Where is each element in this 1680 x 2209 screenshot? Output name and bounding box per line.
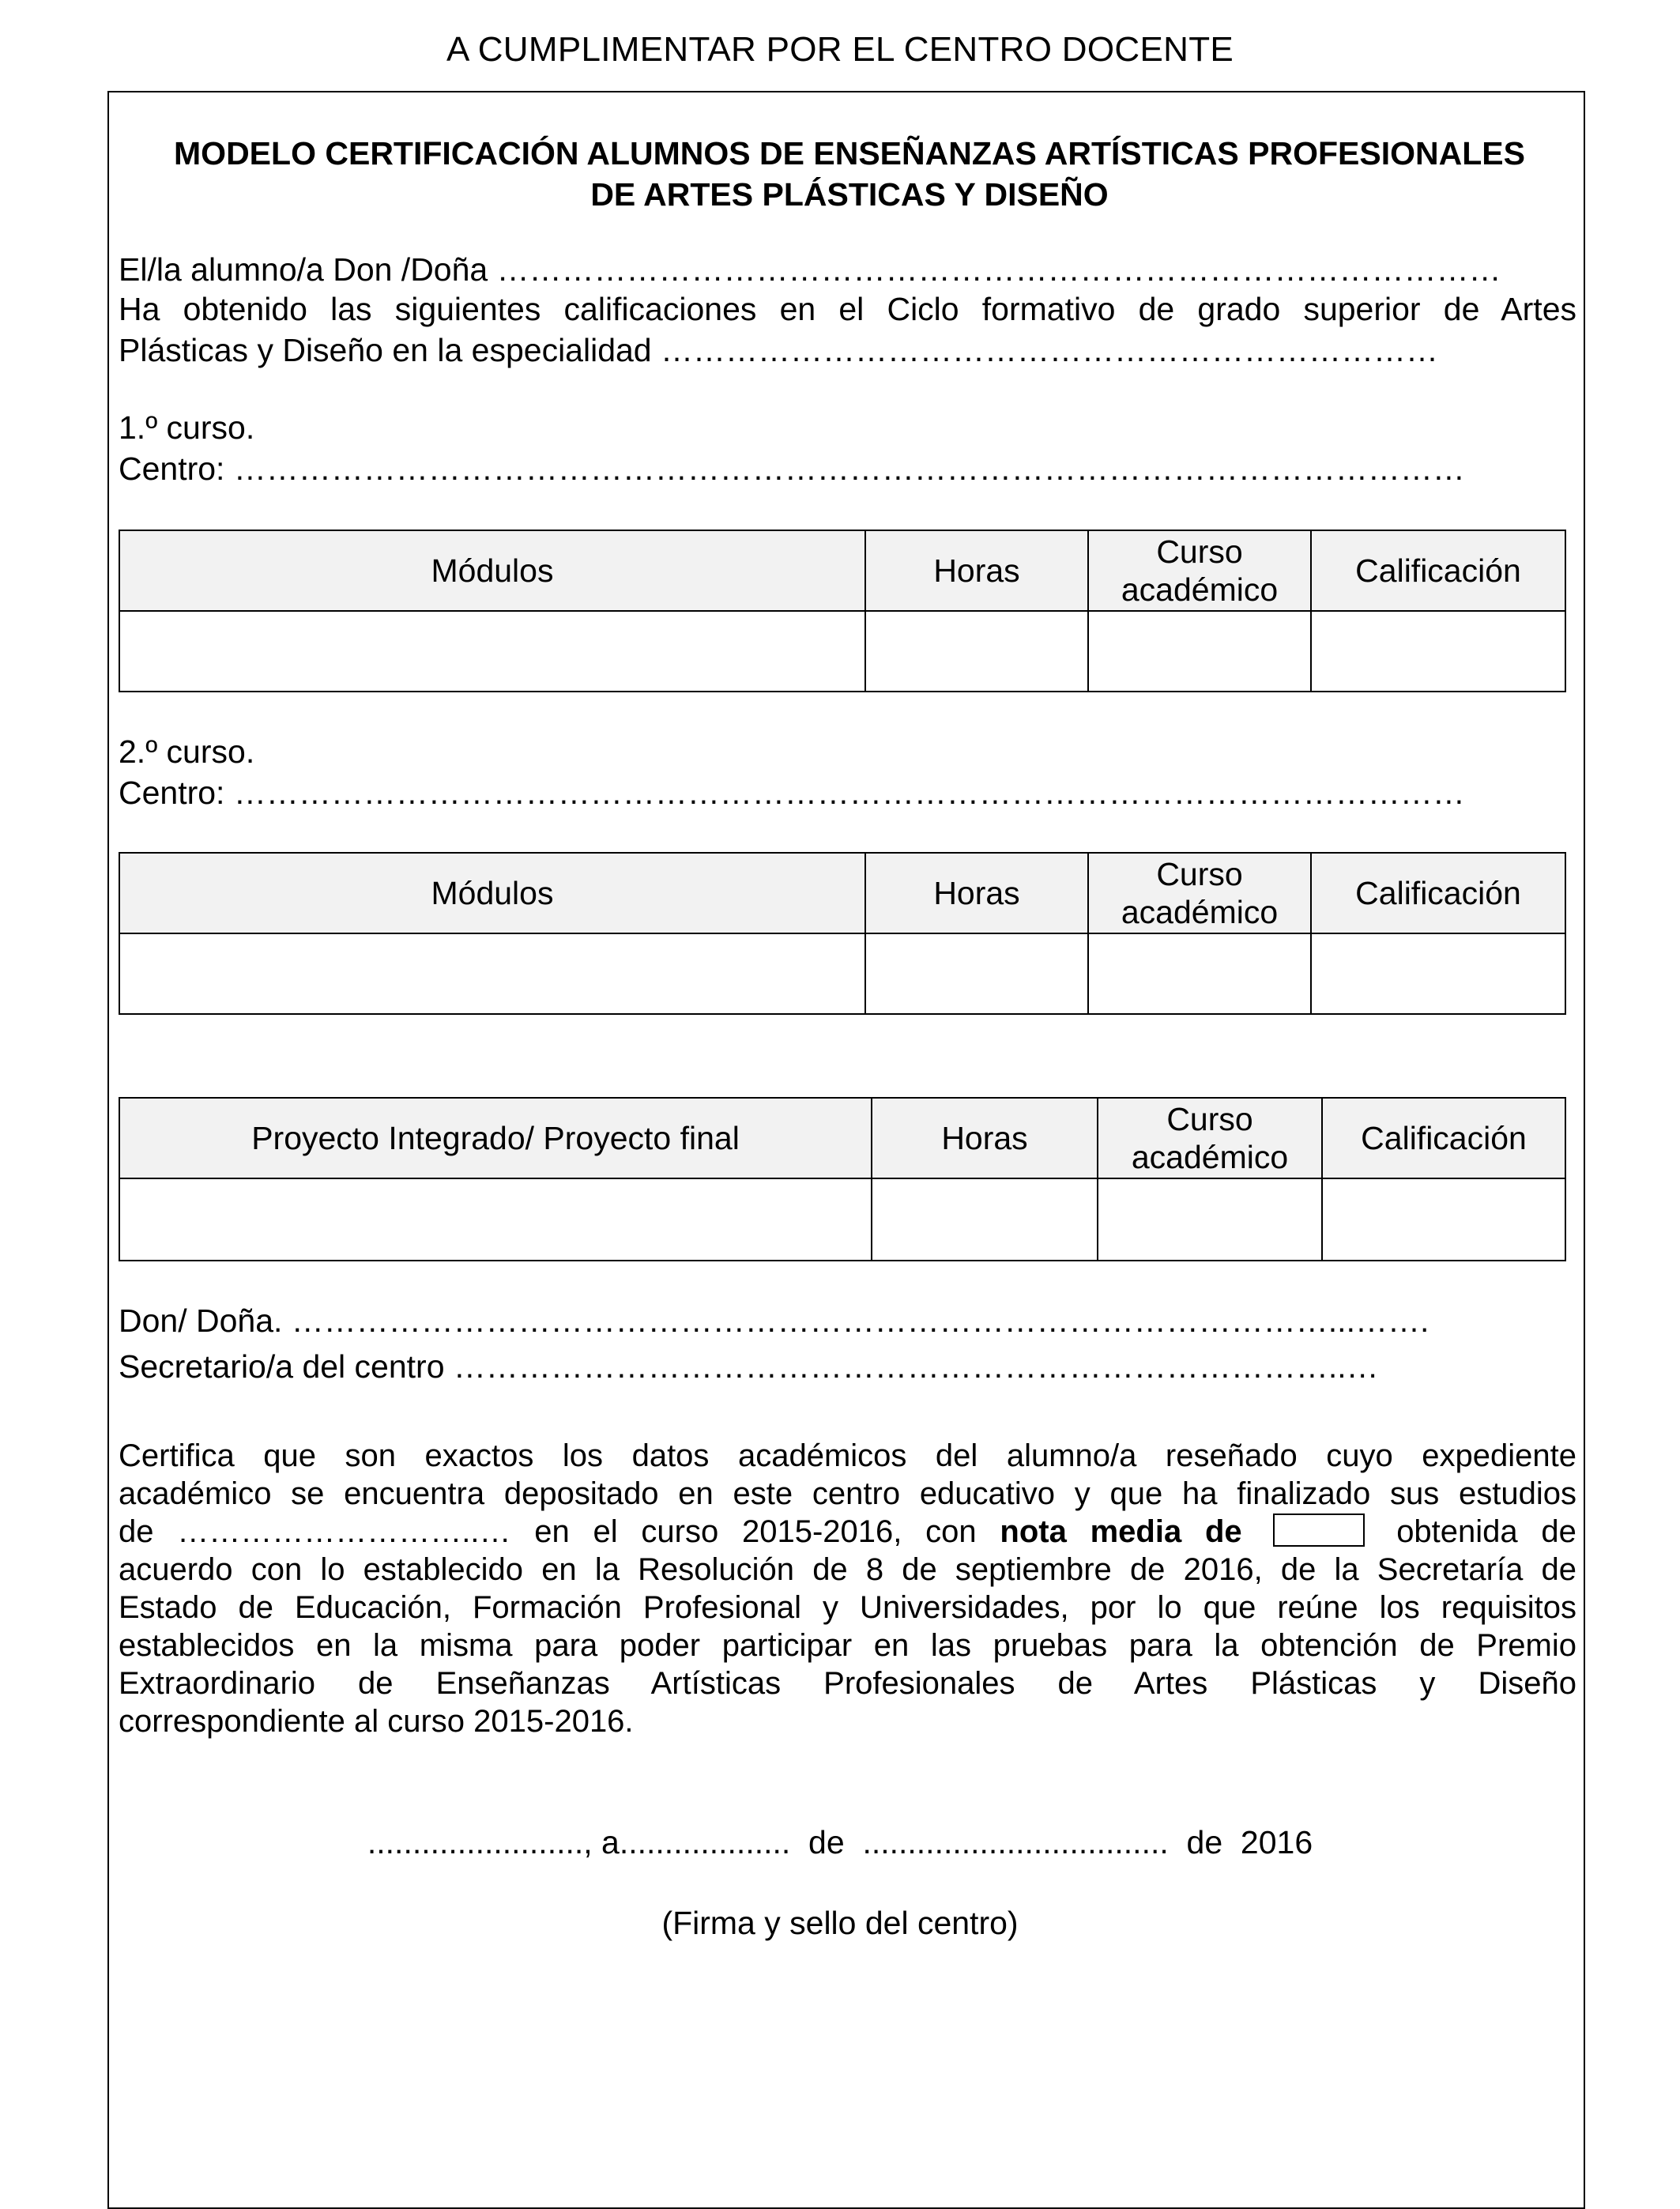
cell-modulos[interactable] <box>119 933 865 1014</box>
course1-label: 1.º curso. <box>119 409 255 446</box>
average-grade-box[interactable] <box>1273 1514 1365 1547</box>
cell-curso-academico[interactable] <box>1088 611 1311 692</box>
col-calificacion: Calificación <box>1311 853 1565 933</box>
cert-line-3: de ………………………..… en el curso 2015-2016, con nota media de obtenida de <box>119 1514 1576 1549</box>
col-calificacion: Calificación <box>1311 530 1565 611</box>
cert-line-5: Estado de Educación, Formación Profesional y Universidades, por lo que reúne los requisitos <box>119 1590 1576 1625</box>
header-note: A CUMPLIMENTAR POR EL CENTRO DOCENTE <box>446 30 1234 69</box>
col-modulos: Módulos <box>119 530 865 611</box>
cert-line-6: establecidos en la misma para poder participar en las pruebas para la obtención de Premio <box>119 1628 1576 1663</box>
cell-calificacion[interactable] <box>1311 933 1565 1014</box>
secretary-role-line: Secretario/a del centro ………………………………………………………………………..… <box>119 1348 1379 1385</box>
col-calificacion: Calificación <box>1322 1098 1565 1178</box>
cert-line-7: Extraordinario de Enseñanzas Artísticas Profesionales de Artes Plásticas y Diseño <box>119 1666 1576 1701</box>
course2-modules-table <box>119 852 1566 1015</box>
col-proyecto: Proyecto Integrado/ Proyecto final <box>119 1098 872 1178</box>
student-name-line: El/la alumno/a Don /Doña ………………………………………………………………………………… <box>119 251 1501 288</box>
col-curso-academico: Curso académico <box>1088 853 1311 933</box>
certificate-title <box>119 133 1580 215</box>
cell-calificacion[interactable] <box>1311 611 1565 692</box>
col-horas: Horas <box>865 530 1088 611</box>
date-line: ........................, a................... de .................................. de 2016 <box>367 1824 1313 1860</box>
course2-centro: Centro: …………………………………………………………………………………………………… <box>119 775 1465 811</box>
col-curso-academico: Curso académico <box>1098 1098 1322 1178</box>
col-horas: Horas <box>865 853 1088 933</box>
cert-line-2: académico se encuentra depositado en este centro educativo y que ha finalizado sus estudios <box>119 1476 1576 1511</box>
col-modulos: Módulos <box>119 853 865 933</box>
cell-proyecto[interactable] <box>119 1178 872 1261</box>
cell-curso-academico[interactable] <box>1088 933 1311 1014</box>
title-line-2: DE ARTES PLÁSTICAS Y DISEÑO <box>590 176 1109 213</box>
cell-horas[interactable] <box>865 611 1088 692</box>
cell-curso-academico[interactable] <box>1098 1178 1322 1261</box>
cert-line-8: correspondiente al curso 2015-2016. <box>119 1704 634 1739</box>
cell-horas[interactable] <box>865 933 1088 1014</box>
cell-calificacion[interactable] <box>1322 1178 1565 1261</box>
signature-caption: (Firma y sello del centro) <box>661 1905 1019 1941</box>
course2-label: 2.º curso. <box>119 733 255 770</box>
course1-modules-table <box>119 530 1566 692</box>
grades-line-2: Plásticas y Diseño en la especialidad ……………………………………………………………… <box>119 332 1438 368</box>
grades-line-1: Ha obtenido las siguientes calificaciones en el Ciclo formativo de grado superior de Artes <box>119 291 1576 327</box>
course1-centro: Centro: …………………………………………………………………………………………………… <box>119 450 1465 487</box>
col-horas: Horas <box>872 1098 1098 1178</box>
cert-line-1: Certifica que son exactos los datos académicos del alumno/a reseñado cuyo expediente <box>119 1438 1576 1473</box>
secretary-name-line: Don/ Doña. ……………………………………………………………………………………...……. <box>119 1302 1430 1339</box>
certification-paragraph <box>119 1437 1576 1740</box>
cell-modulos[interactable] <box>119 611 865 692</box>
cert-line-4: acuerdo con lo establecido en la Resolución de 8 de septiembre de 2016, de la Secretaría de <box>119 1552 1576 1587</box>
title-line-1: MODELO CERTIFICACIÓN ALUMNOS DE ENSEÑANZAS ARTÍSTICAS PROFESIONALES <box>174 135 1525 172</box>
project-table <box>119 1097 1566 1261</box>
col-curso-academico: Curso académico <box>1088 530 1311 611</box>
cell-horas[interactable] <box>872 1178 1098 1261</box>
